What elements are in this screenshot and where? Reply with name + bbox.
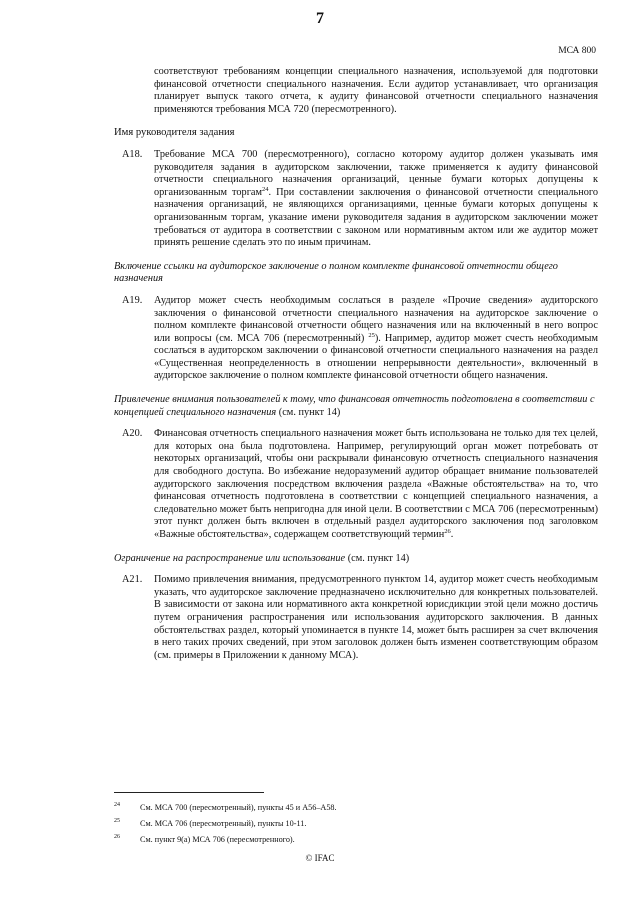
footnote-text: См. МСА 700 (пересмотренный), пункты 45 и А56–А58. — [140, 803, 337, 812]
paragraph-text-part: . — [450, 529, 454, 540]
section-heading-reference-report: Включение ссылки на аудиторское заключение о полном комплекте финансовой отчетности общего назначения — [114, 260, 558, 285]
paragraph-text-part: Аудитор может счесть необходимым сослаться в разделе «Прочие сведения» аудиторского заключения о финансовой отчетности специального назначения на аудиторское заключение о полном комплекте финансовой отчетности общего назначения или на включенный в него вопрос или вопросы (см. МСА 706 (пересмотренный) — [154, 294, 598, 344]
paragraph-text-part: . При составлении заключения о финансовой отчетности специального назначения организаций, не являющихся организациями, ценные бумаги которых допущены к организованным торгам, указание имени руководителя задания в аудиторском заключении может требоваться от аудитора в соответствии с законом или нормативным актом или же аудитор может принять решение сделать это по иным причинам. — [154, 186, 598, 249]
paragraph-text — [154, 149, 598, 250]
paragraph-text-part: Требование МСА 700 (пересмотренного), согласно которому аудитор должен указывать имя руководителя задания в аудиторском заключении, также применяется к аудиту финансовой отчетности специального назначения организаций, ценные бумаги которых допущены к организованным торгам — [154, 148, 598, 198]
section-heading-alerting-users — [114, 394, 598, 419]
footnote-mark: 25 — [114, 818, 120, 824]
running-head: МСА 800 — [558, 46, 596, 56]
footnote-divider — [114, 792, 264, 793]
paragraph-text-part: Финансовая отчетность специального назначения может быть использована не только для тех целей, для которых она была подготовлена. Например, регулирующий орган может потребовать от некоторых организаций, чтобы они раскрывали финансовую отчетность специального назначения для свободного доступа. Во избежание недоразумений аудитор обращает внимание пользователей аудиторского заключения посредством включения раздела «Важные обстоятельства» на то, что финансовая отчетность подготовлена в соответствии с концепцией специального назначения, а следовательно может быть непригодна для иной цели. В соответствии с МСА 706 (пересмотренным) этот пункт должен быть включен в отдельный раздел аудиторского заключения под заголовком «Важные обстоятельства», содержащем соответствующий термин — [154, 428, 598, 540]
paragraph-number: A20. — [122, 428, 143, 440]
footnote — [114, 832, 594, 848]
copyright-footer: © IFAC — [305, 853, 335, 863]
paragraph-number: A21. — [122, 574, 143, 586]
heading-plain: (см. пункт 14) — [276, 406, 341, 418]
footnote-mark: 24 — [114, 802, 120, 808]
footnotes — [114, 800, 594, 848]
section-heading-restriction — [114, 553, 598, 566]
heading-italic: Привлечение внимания пользователей к тому, что финансовая отчетность подготовлена в соответствии с концепцией специального назначения — [114, 394, 595, 418]
paragraph-text: Помимо привлечения внимания, предусмотренного пунктом 14, аудитор может счесть необходимым указать, что аудиторское заключение предназначено исключительно для конкретных пользователей. В зависимости от закона или нормативного акта конкретной юрисдикции этой цели можно достичь путем ограничения распространения или использования аудиторского заключения. В данных обстоятельствах раздел, который упоминается в пункте 14, может быть расширен за счет включения в него таких прочих сведений, при этом заголовок должен быть изменен соответствующим образом (см. примеры в Приложении к данному МСА). — [154, 574, 598, 661]
continuation-paragraph: соответствуют требованиям концепции специального назначения, используемой для подготовки финансовой отчетности специального назначения. Если аудитор устанавливает, что организация планирует выпуск такого отчета, к аудиту финансовой отчетности специального назначения применяются требования МСА 720 (пересмотренного). — [154, 66, 598, 115]
paragraph-text-part: ). Например, аудитор может счесть необходимым сослаться в аудиторском заключении о финансовой отчетности специального назначения на раздел «Существенная неопределенность в отношении непрерывности деятельности», включенный в аудиторское заключение о полном комплекте финансовой отчетности общего назначения. — [154, 332, 598, 382]
footnote-ref: 26 — [444, 528, 451, 535]
paragraph-text — [154, 295, 598, 383]
page-number: 7 — [316, 10, 324, 27]
paragraph-a18 — [114, 149, 598, 250]
paragraph-a19 — [114, 295, 598, 383]
footnote — [114, 800, 594, 816]
heading-plain: (см. пункт 14) — [345, 552, 410, 564]
paragraph-text — [154, 428, 598, 541]
heading-italic: Ограничение на распространение или использование — [114, 552, 346, 564]
footnote-text: См. пункт 9(а) МСА 706 (пересмотренного). — [140, 835, 295, 844]
footnote-ref: 24 — [262, 185, 269, 193]
footnote — [114, 816, 594, 832]
footnote-text: См. МСА 706 (пересмотренный), пункты 10-11. — [140, 819, 307, 828]
paragraph-number: A18. — [122, 148, 143, 160]
footnote-mark: 26 — [114, 834, 120, 840]
section-heading-engagement-partner: Имя руководителя задания — [114, 127, 235, 139]
body-text — [114, 66, 598, 662]
paragraph-a20 — [114, 428, 598, 541]
paragraph-number: A19. — [122, 294, 143, 306]
footnote-ref: 25 — [368, 331, 375, 339]
paragraph-a21 — [114, 574, 598, 662]
